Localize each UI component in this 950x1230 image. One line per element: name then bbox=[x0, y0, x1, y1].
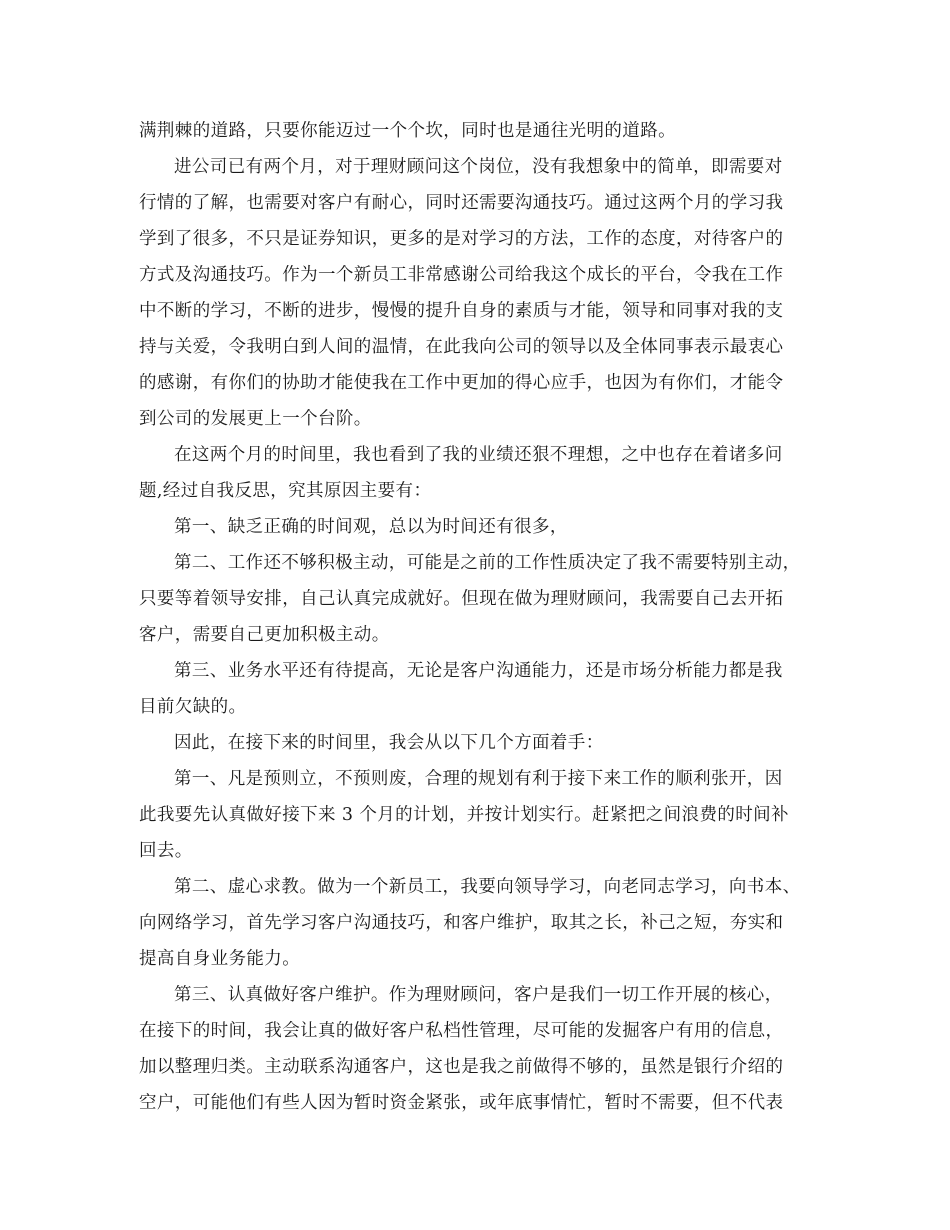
text-line: 的感谢，有你们的协助才能使我在工作中更加的得心应手，也因为有你们，才能令 bbox=[139, 373, 784, 393]
text-line: 加以整理归类。主动联系沟通客户，这也是我之前做得不够的，虽然是银行介绍的 bbox=[139, 1057, 784, 1077]
text-line: 空户，可能他们有些人因为暂时资金紧张，或年底事情忙，暂时不需要，但不代表 bbox=[139, 1093, 784, 1113]
paragraph-start-line: 在这两个月的时间里，我也看到了我的业绩还狠不理想，之中也存在着诸多问 bbox=[174, 445, 783, 465]
paragraph-start-line: 进公司已有两个月，对于理财顾问这个岗位，没有我想象中的简单，即需要对 bbox=[174, 157, 783, 177]
text-line: 客户，需要自己更加积极主动。 bbox=[139, 625, 390, 645]
text-line: 满荆棘的道路，只要你能迈过一个个坎，同时也是通往光明的道路。 bbox=[139, 121, 676, 141]
text-line: 学到了很多，不只是证券知识，更多的是对学习的方法，工作的态度，对待客户的 bbox=[139, 229, 784, 249]
text-line: 向网络学习，首先学习客户沟通技巧，和客户维护，取其之长，补己之短，夯实和 bbox=[139, 913, 784, 933]
text-line: 此我要先认真做好接下来 3 个月的计划，并按计划实行。赶紧把之间浪费的时间补 bbox=[139, 805, 789, 825]
paragraph-start-line: 第二、虚心求教。做为一个新员工，我要向领导学习，向老同志学习，向书本、 bbox=[174, 877, 801, 897]
text-line: 题,经过自我反思，究其原因主要有： bbox=[139, 481, 432, 501]
paragraph-start-line: 第三、业务水平还有待提高，无论是客户沟通能力，还是市场分析能力都是我 bbox=[174, 661, 783, 681]
paragraph-start-line: 第一、缺乏正确的时间观，总以为时间还有很多， bbox=[174, 517, 568, 537]
paragraph-start-line: 因此，在接下来的时间里，我会从以下几个方面着手： bbox=[174, 733, 604, 753]
text-line: 回去。 bbox=[139, 841, 193, 861]
text-line: 提高自身业务能力。 bbox=[139, 949, 301, 969]
text-line: 持与关爱，令我明白到人间的温情，在此我向公司的领导以及全体同事表示最衷心 bbox=[139, 337, 784, 357]
text-line: 行情的了解，也需要对客户有耐心，同时还需要沟通技巧。通过这两个月的学习我 bbox=[139, 193, 784, 213]
paragraph-start-line: 第一、凡是预则立，不预则废，合理的规划有利于接下来工作的顺利张开，因 bbox=[174, 769, 783, 789]
text-line: 方式及沟通技巧。作为一个新员工非常感谢公司给我这个成长的平台，令我在工作 bbox=[139, 265, 784, 285]
text-line: 到公司的发展更上一个台阶。 bbox=[139, 409, 372, 429]
paragraph-start-line: 第二、工作还不够积极主动，可能是之前的工作性质决定了我不需要特别主动， bbox=[174, 553, 801, 573]
text-line: 目前欠缺的。 bbox=[139, 697, 247, 717]
paragraph-start-line: 第三、认真做好客户维护。作为理财顾问，客户是我们一切工作开展的核心， bbox=[174, 985, 783, 1005]
text-line: 在接下的时间，我会让真的做好客户私档性管理，尽可能的发掘客户有用的信息， bbox=[139, 1021, 784, 1041]
text-line: 只要等着领导安排，自己认真完成就好。但现在做为理财顾问，我需要自己去开拓 bbox=[139, 589, 784, 609]
text-line: 中不断的学习，不断的进步，慢慢的提升自身的素质与才能，领导和同事对我的支 bbox=[139, 301, 784, 321]
